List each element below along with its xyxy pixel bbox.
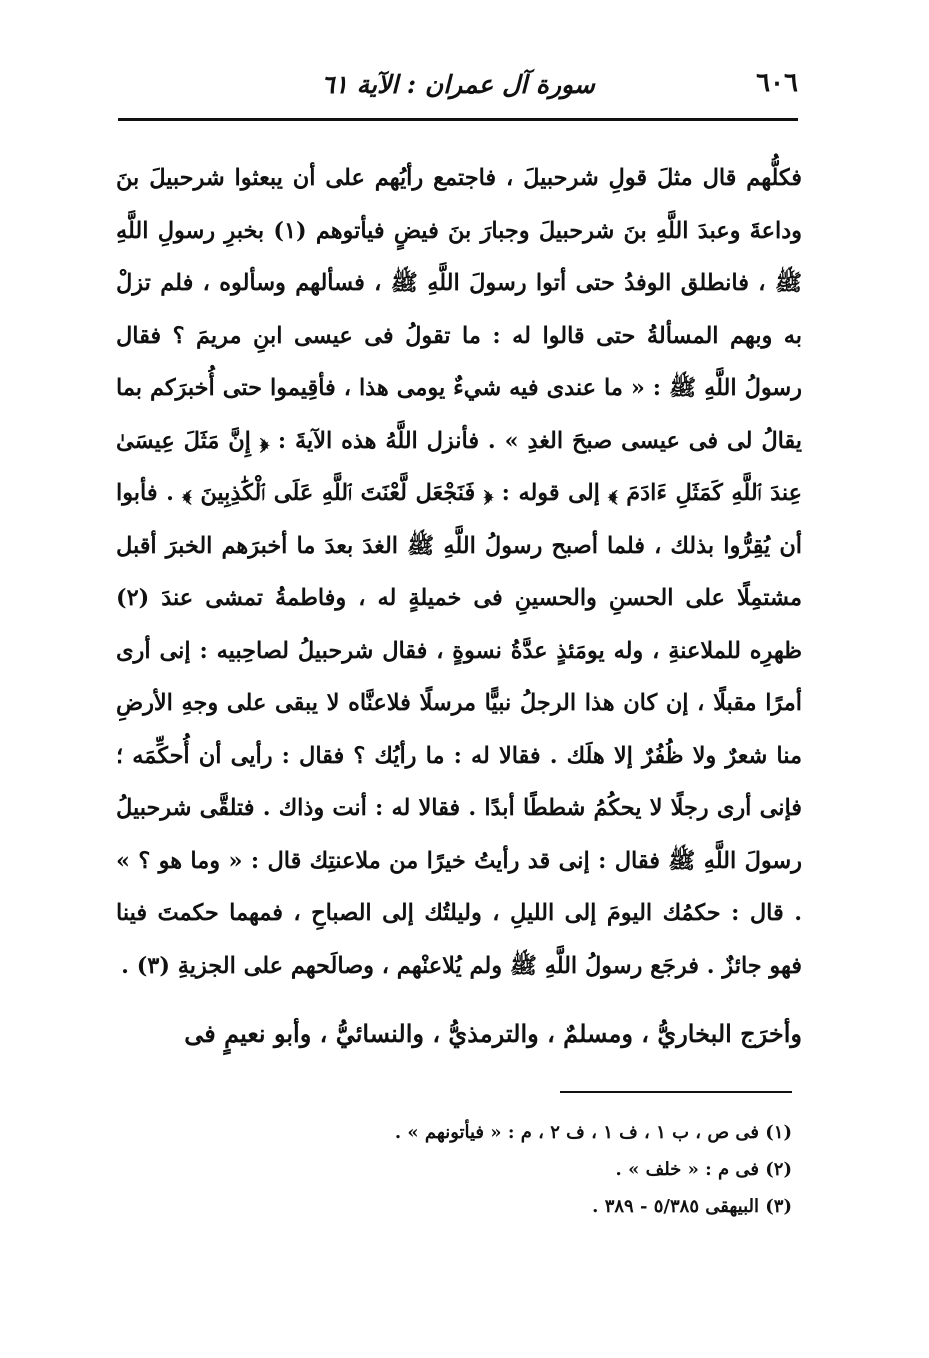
page-number: ٦٠٦ xyxy=(756,68,798,98)
main-text xyxy=(116,152,802,1061)
footnote: (٢) فى م : « خلف » . xyxy=(615,1159,792,1180)
footnote-divider xyxy=(560,1091,792,1093)
footnotes xyxy=(300,1114,792,1225)
page-header xyxy=(118,68,798,114)
header-divider xyxy=(118,118,798,121)
running-title: سورة آل عمران : الآية ٦١ xyxy=(321,70,595,99)
footnote: (٣) البيهقى ٥/٣٨٥ - ٣٨٩ . xyxy=(592,1196,792,1217)
paragraph: فكلُّهم قال مثلَ قولِ شرحبيلَ ، فاجتمع رأيُهم على أن يبعثوا شرحبيلَ بنَ وداعةَ وعبدَ اللَّهِ بنَ شرحبيلَ وجبارَ بنَ فيضٍ فيأتوهم (١) بخبرِ رسولِ اللَّهِ ﷺ ، فانطلق الوفدُ حتى أتوا رسولَ اللَّهِ ﷺ ، فسألهم وسألوه ، فلم تزلْ به وبهم المسألةُ حتى قالوا له : ما تقولُ فى عيسى ابنِ مريمَ ؟ فقال رسولُ اللَّهِ ﷺ : « ما عندى فيه شيءٌ يومى هذا ، فأقِيموا حتى أُخبرَكم بما يقالُ لى فى عيسى صبحَ الغدِ » . فأنزل اللَّهُ هذه الآيةَ : ﴿ إِنَّ مَثَلَ عِيسَىٰ عِندَ ٱللَّهِ كَمَثَلِ ءَادَمَ ﴾ إلى قوله : ﴿ فَنَجْعَل لَّعْنَتَ ٱللَّهِ عَلَى ٱلْكَٰذِبِينَ ﴾ . فأبوا أن يُقِرُّوا بذلك ، فلما أصبح رسولُ اللَّهِ ﷺ الغدَ بعدَ ما أخبرَهم الخبرَ أقبل مشتمِلًا على الحسنِ والحسينِ فى خميلةٍ له ، وفاطمةُ تمشى عندَ (٢) ظهرِه للملاعنةِ ، وله يومَئذٍ عدَّةُ نسوةٍ ، فقال شرحبيلُ لصاحِبيه : إنى أرى أمرًا مقبلًا ، إن كان هذا الرجلُ نبيًّا مرسلًا فلاعنَّاه لا يبقى على وجهِ الأرضِ منا شعرٌ ولا ظُفُرٌ إلا هلَك . فقالا له : ما رأيُك ؟ فقال : رأيى أن أُحكِّمَه ؛ فإنى أرى رجلًا لا يحكُمُ شططًا أبدًا . فقالا له : أنت وذاك . فتلقَّى شرحبيلُ رسولَ اللَّهِ ﷺ فقال : إنى قد رأيتُ خيرًا من ملاعنتِك قال : « وما هو ؟ » . قال : حكمُك اليومَ إلى الليلِ ، وليلتُك إلى الصباحِ ، فمهما حكمتَ فينا فهو جائزٌ . فرجَع رسولُ اللَّهِ ﷺ ولم يُلاعنْهم ، وصالَحهم على الجزيةِ (٣) . xyxy=(116,165,802,979)
footnote: (١) فى ص ، ب ١ ، ف ١ ، ف ٢ ، م : « فيأتونهم » . xyxy=(394,1122,792,1143)
paragraph: وأخرَج البخاريُّ ، ومسلمٌ ، والترمذيُّ ، والنسائيُّ ، وأبو نعيمٍ فى xyxy=(184,1019,802,1048)
